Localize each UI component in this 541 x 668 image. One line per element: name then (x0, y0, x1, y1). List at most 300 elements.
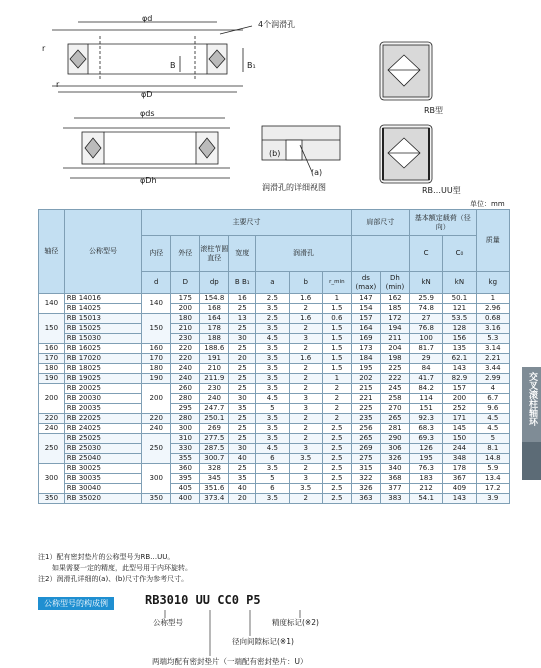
cell-c0: 150 (443, 434, 476, 444)
cell-a: 3.5 (256, 354, 289, 364)
cell-b: 3 (289, 474, 322, 484)
cell-kg: 3.16 (476, 324, 509, 334)
cell-D: 355 (171, 454, 200, 464)
cell-shaft: 150 (39, 314, 65, 344)
cell-r: 2 (322, 394, 351, 404)
th-shoulder-blank (351, 236, 409, 272)
table-row (39, 454, 510, 464)
cell-a: 3.5 (256, 464, 289, 474)
cell-model: RB 25025 (64, 434, 141, 444)
cell-B: 25 (229, 374, 256, 384)
cell-D: 175 (171, 294, 200, 304)
cell-r: 0.6 (322, 314, 351, 324)
cell-b: 2 (289, 424, 322, 434)
th-sym-rmin: r_min (322, 272, 351, 294)
cell-c0: 171 (443, 414, 476, 424)
cell-dh: 270 (380, 404, 409, 414)
cell-ds: 173 (351, 344, 380, 354)
cell-B: 30 (229, 444, 256, 454)
cell-c0: 50.1 (443, 294, 476, 304)
table-row (39, 394, 510, 404)
cell-r: 2.5 (322, 494, 351, 504)
cell-b: 1.6 (289, 294, 322, 304)
note-1-cont: 如果需要一定的精度，此型号用于内环旋转。 (38, 564, 192, 572)
cell-dh: 258 (380, 394, 409, 404)
cell-r: 2.5 (322, 454, 351, 464)
cell-shaft: 180 (39, 364, 65, 374)
cell-model: RB 19025 (64, 374, 141, 384)
cell-a: 3.5 (256, 304, 289, 314)
cell-c: 54.1 (409, 494, 442, 504)
cell-b: 1.6 (289, 354, 322, 364)
th-sym-dp: dp (200, 272, 229, 294)
cell-ds: 164 (351, 324, 380, 334)
cell-shaft: 220 (39, 414, 65, 424)
cell-model: RB 14025 (64, 304, 141, 314)
cell-c: 92.3 (409, 414, 442, 424)
cell-model: RB 24025 (64, 424, 141, 434)
th-main-dims: 主要尺寸 (142, 210, 352, 236)
config-code: RB3010 UU CC0 P5 (145, 593, 261, 607)
cell-b: 2 (289, 414, 322, 424)
cell-b: 3 (289, 404, 322, 414)
label-diameter-d: φd (142, 14, 153, 23)
cell-d: 300 (142, 464, 171, 494)
cell-model: RB 22025 (64, 414, 141, 424)
cell-c0: 157 (443, 384, 476, 394)
cell-dp: 164 (200, 314, 229, 324)
cell-c: 27 (409, 314, 442, 324)
cell-dp: 230 (200, 384, 229, 394)
cell-ds: 256 (351, 424, 380, 434)
cell-shaft: 350 (39, 494, 65, 504)
table-row (39, 354, 510, 364)
cell-B: 13 (229, 314, 256, 324)
cell-model: RB 25040 (64, 454, 141, 464)
cell-D: 405 (171, 484, 200, 494)
cell-ds: 269 (351, 444, 380, 454)
cell-dh: 265 (380, 414, 409, 424)
cell-dp: 191 (200, 354, 229, 364)
table-row (39, 494, 510, 504)
cell-dh: 306 (380, 444, 409, 454)
cell-b: 2 (289, 304, 322, 314)
table-row (39, 324, 510, 334)
cell-c0: 200 (443, 394, 476, 404)
cell-b: 2 (289, 324, 322, 334)
table-row (39, 444, 510, 454)
cell-dp: 328 (200, 464, 229, 474)
cell-B: 20 (229, 494, 256, 504)
config-label-precision: 精度标记(※2) (272, 618, 319, 627)
cell-D: 180 (171, 314, 200, 324)
cell-dh: 377 (380, 484, 409, 494)
cell-D: 260 (171, 384, 200, 394)
table-row (39, 464, 510, 474)
cell-dh: 194 (380, 324, 409, 334)
cell-c: 29 (409, 354, 442, 364)
cell-a: 3.5 (256, 384, 289, 394)
cell-b: 1.6 (289, 314, 322, 324)
unit-label: 单位：mm (470, 200, 505, 208)
cell-c: 74.8 (409, 304, 442, 314)
cell-dp: 345 (200, 474, 229, 484)
th-c: C (409, 236, 442, 272)
cell-d: 160 (142, 344, 171, 354)
cell-c: 100 (409, 334, 442, 344)
th-outer: 外径 (171, 236, 200, 272)
cell-dh: 225 (380, 364, 409, 374)
cell-r: 1 (322, 294, 351, 304)
cell-d: 190 (142, 374, 171, 384)
cell-d: 170 (142, 354, 171, 364)
cell-D: 210 (171, 324, 200, 334)
cell-a: 4.5 (256, 334, 289, 344)
cell-dp: 240 (200, 394, 229, 404)
cell-dp: 188 (200, 334, 229, 344)
cell-a: 5 (256, 474, 289, 484)
cell-ds: 157 (351, 314, 380, 324)
notes (38, 552, 192, 585)
cell-kg: 6.7 (476, 394, 509, 404)
cell-b: 2 (289, 374, 322, 384)
cell-dh: 204 (380, 344, 409, 354)
cell-kg: 1 (476, 294, 509, 304)
cell-shaft: 160 (39, 344, 65, 354)
table-row (39, 304, 510, 314)
th-sym-bb1: B B₁ (229, 272, 256, 294)
cell-shaft: 250 (39, 434, 65, 464)
cell-D: 360 (171, 464, 200, 474)
cell-ds: 275 (351, 454, 380, 464)
label-b1: B₁ (247, 61, 256, 70)
label-hole-b: (b) (269, 149, 281, 158)
cell-ds: 265 (351, 434, 380, 444)
cell-dh: 383 (380, 494, 409, 504)
cell-c0: 252 (443, 404, 476, 414)
cell-dh: 290 (380, 434, 409, 444)
cell-B: 25 (229, 414, 256, 424)
cell-a: 3.5 (256, 434, 289, 444)
config-label-clearance: 径向间隙标记(※1) (232, 637, 294, 646)
cell-B: 40 (229, 484, 256, 494)
cell-r: 2.5 (322, 484, 351, 494)
cell-b: 2 (289, 384, 322, 394)
cell-c0: 367 (443, 474, 476, 484)
cell-kg: 14.8 (476, 454, 509, 464)
cell-ds: 235 (351, 414, 380, 424)
cell-dp: 287.5 (200, 444, 229, 454)
label-diameter-dh: φDh (140, 176, 157, 185)
cell-a: 2.5 (256, 314, 289, 324)
th-sym-ds: ds (max) (351, 272, 380, 294)
cell-dh: 162 (380, 294, 409, 304)
th-axis: 轴径 (39, 210, 65, 294)
table-row (39, 424, 510, 434)
cell-B: 30 (229, 394, 256, 404)
cell-shaft: 200 (39, 384, 65, 414)
cell-c: 69.3 (409, 434, 442, 444)
cell-d: 150 (142, 314, 171, 344)
cell-c0: 143 (443, 494, 476, 504)
label-b: B (170, 61, 176, 70)
th-lube: 润滑孔 (256, 236, 352, 272)
label-r-bottom: r (56, 80, 60, 89)
th-pitch: 滚柱节圆直径 (200, 236, 229, 272)
cell-model: RB 30025 (64, 464, 141, 474)
cell-B: 25 (229, 434, 256, 444)
cell-dp: 373.4 (200, 494, 229, 504)
cell-d: 140 (142, 294, 171, 314)
cell-model: RB 25030 (64, 444, 141, 454)
th-c0: C₀ (443, 236, 476, 272)
cell-r: 2.5 (322, 434, 351, 444)
table-row (39, 434, 510, 444)
cell-a: 6 (256, 484, 289, 494)
cell-D: 295 (171, 404, 200, 414)
cell-c0: 156 (443, 334, 476, 344)
config-label-model: 公称型号 (153, 618, 183, 627)
cell-ds: 326 (351, 484, 380, 494)
th-model: 公称型号 (64, 210, 141, 294)
cell-c: 212 (409, 484, 442, 494)
cell-kg: 17.2 (476, 484, 509, 494)
cell-dp: 211.9 (200, 374, 229, 384)
cell-kg: 9.6 (476, 404, 509, 414)
cell-r: 1.5 (322, 324, 351, 334)
cell-ds: 195 (351, 364, 380, 374)
table-row (39, 404, 510, 414)
cell-r: 1.5 (322, 304, 351, 314)
th-width: 宽度 (229, 236, 256, 272)
cell-dp: 168 (200, 304, 229, 314)
cell-kg: 5.9 (476, 464, 509, 474)
cell-D: 310 (171, 434, 200, 444)
cell-B: 35 (229, 474, 256, 484)
cell-B: 25 (229, 364, 256, 374)
cell-shaft: 190 (39, 374, 65, 384)
cell-c0: 145 (443, 424, 476, 434)
cell-dp: 210 (200, 364, 229, 374)
cell-kg: 3.44 (476, 364, 509, 374)
table-row (39, 364, 510, 374)
cell-b: 3.5 (289, 484, 322, 494)
cell-D: 395 (171, 474, 200, 484)
label-rbuu-type: RB…UU型 (422, 186, 461, 195)
cell-d: 180 (142, 364, 171, 374)
table-row (39, 314, 510, 324)
cell-dh: 222 (380, 374, 409, 384)
cell-kg: 3.14 (476, 344, 509, 354)
cell-a: 3.5 (256, 414, 289, 424)
config-label-seal: 两端均配有密封垫片（一端配有密封垫片：U） (152, 657, 308, 666)
cell-c: 183 (409, 474, 442, 484)
cell-model: RB 30040 (64, 484, 141, 494)
th-sym-D: D (171, 272, 200, 294)
cell-shaft: 170 (39, 354, 65, 364)
cell-model: RB 20030 (64, 394, 141, 404)
th-sym-dh: Dh (min) (380, 272, 409, 294)
cell-c: 84.2 (409, 384, 442, 394)
cell-c: 76.3 (409, 464, 442, 474)
cell-dp: 188.6 (200, 344, 229, 354)
cell-r: 1.5 (322, 344, 351, 354)
cell-D: 280 (171, 414, 200, 424)
label-lube-holes: 4个润滑孔 (258, 20, 296, 29)
th-inner: 内径 (142, 236, 171, 272)
cell-c: 41.7 (409, 374, 442, 384)
cell-d: 250 (142, 434, 171, 464)
cell-b: 2 (289, 344, 322, 354)
cell-model: RB 18025 (64, 364, 141, 374)
cell-b: 2 (289, 494, 322, 504)
technical-drawings (0, 0, 541, 200)
cell-ds: 202 (351, 374, 380, 384)
cell-model: RB 35020 (64, 494, 141, 504)
cell-a: 3.5 (256, 344, 289, 354)
cell-ds: 154 (351, 304, 380, 314)
cell-c: 114 (409, 394, 442, 404)
spec-table-body (39, 294, 510, 504)
cell-dp: 351.6 (200, 484, 229, 494)
th-sym-a: a (256, 272, 289, 294)
config-title: 公称型号的构成例 (38, 597, 114, 610)
cell-a: 3.5 (256, 424, 289, 434)
cell-ds: 169 (351, 334, 380, 344)
cell-model: RB 15030 (64, 334, 141, 344)
cell-c0: 348 (443, 454, 476, 464)
cell-dp: 178 (200, 324, 229, 334)
cell-b: 2 (289, 364, 322, 374)
cell-D: 240 (171, 374, 200, 384)
cell-dp: 247.7 (200, 404, 229, 414)
cell-dp: 300.7 (200, 454, 229, 464)
table-row (39, 294, 510, 304)
cell-B: 25 (229, 304, 256, 314)
table-row (39, 374, 510, 384)
cell-model: RB 17020 (64, 354, 141, 364)
cell-b: 3.5 (289, 454, 322, 464)
cell-a: 3.5 (256, 374, 289, 384)
cell-r: 1.5 (322, 334, 351, 344)
cell-c0: 143 (443, 364, 476, 374)
cell-B: 25 (229, 464, 256, 474)
cell-ds: 315 (351, 464, 380, 474)
cell-c: 25.9 (409, 294, 442, 304)
cell-dh: 368 (380, 474, 409, 484)
cell-B: 40 (229, 454, 256, 464)
cell-b: 3 (289, 334, 322, 344)
cell-B: 20 (229, 354, 256, 364)
th-sym-d: d (142, 272, 171, 294)
spec-table (38, 209, 510, 504)
cell-d: 220 (142, 414, 171, 424)
cell-D: 230 (171, 334, 200, 344)
cell-dh: 281 (380, 424, 409, 434)
cell-a: 3.5 (256, 324, 289, 334)
cell-c: 151 (409, 404, 442, 414)
cell-b: 2 (289, 464, 322, 474)
cell-r: 2.5 (322, 424, 351, 434)
label-hole-caption: 润滑孔的详细视图 (262, 183, 326, 192)
cell-kg: 13.4 (476, 474, 509, 484)
side-tab-marker (522, 442, 541, 480)
label-diameter-D: φD (141, 90, 153, 99)
cell-a: 3.5 (256, 494, 289, 504)
table-row (39, 484, 510, 494)
cell-c: 195 (409, 454, 442, 464)
cell-c0: 82.9 (443, 374, 476, 384)
cell-D: 400 (171, 494, 200, 504)
th-shoulder: 肩部尺寸 (351, 210, 409, 236)
cell-kg: 3.9 (476, 494, 509, 504)
cell-c: 84 (409, 364, 442, 374)
side-tab-text: 交叉滚柱轴环 (527, 372, 537, 426)
cell-D: 240 (171, 364, 200, 374)
cell-c0: 128 (443, 324, 476, 334)
cell-ds: 184 (351, 354, 380, 364)
cell-B: 25 (229, 424, 256, 434)
cell-kg: 2.96 (476, 304, 509, 314)
th-kn-c: kN (409, 272, 442, 294)
cell-B: 35 (229, 404, 256, 414)
cell-b: 2 (289, 434, 322, 444)
cell-B: 25 (229, 324, 256, 334)
cell-c0: 178 (443, 464, 476, 474)
cell-b: 3 (289, 394, 322, 404)
cell-d: 240 (142, 424, 171, 434)
cell-B: 16 (229, 294, 256, 304)
cell-d: 200 (142, 384, 171, 414)
cell-shaft: 240 (39, 424, 65, 434)
cell-ds: 322 (351, 474, 380, 484)
th-mass: 质量 (476, 210, 509, 272)
cell-model: RB 20025 (64, 384, 141, 394)
cell-dh: 172 (380, 314, 409, 324)
cell-kg: 5 (476, 434, 509, 444)
cell-a: 3.5 (256, 364, 289, 374)
cell-kg: 2.21 (476, 354, 509, 364)
cell-r: 2 (322, 384, 351, 394)
cell-r: 2.5 (322, 444, 351, 454)
table-row (39, 414, 510, 424)
cell-dh: 245 (380, 384, 409, 394)
cell-r: 1.5 (322, 364, 351, 374)
cell-c0: 53.5 (443, 314, 476, 324)
cell-shaft: 300 (39, 464, 65, 494)
cell-dh: 198 (380, 354, 409, 364)
th-load: 基本额定载荷（径向） (409, 210, 476, 236)
cell-c0: 409 (443, 484, 476, 494)
cell-kg: 0.68 (476, 314, 509, 324)
cell-ds: 215 (351, 384, 380, 394)
cell-a: 5 (256, 404, 289, 414)
cell-r: 2.5 (322, 474, 351, 484)
cell-ds: 147 (351, 294, 380, 304)
label-r-top: r (42, 44, 46, 53)
cell-c: 68.3 (409, 424, 442, 434)
cell-ds: 363 (351, 494, 380, 504)
table-row (39, 384, 510, 394)
cell-c0: 244 (443, 444, 476, 454)
cell-a: 4.5 (256, 444, 289, 454)
cell-kg: 2.99 (476, 374, 509, 384)
cell-b: 3 (289, 444, 322, 454)
cell-dp: 154.8 (200, 294, 229, 304)
table-row (39, 334, 510, 344)
cell-c0: 121 (443, 304, 476, 314)
cell-model: RB 16025 (64, 344, 141, 354)
